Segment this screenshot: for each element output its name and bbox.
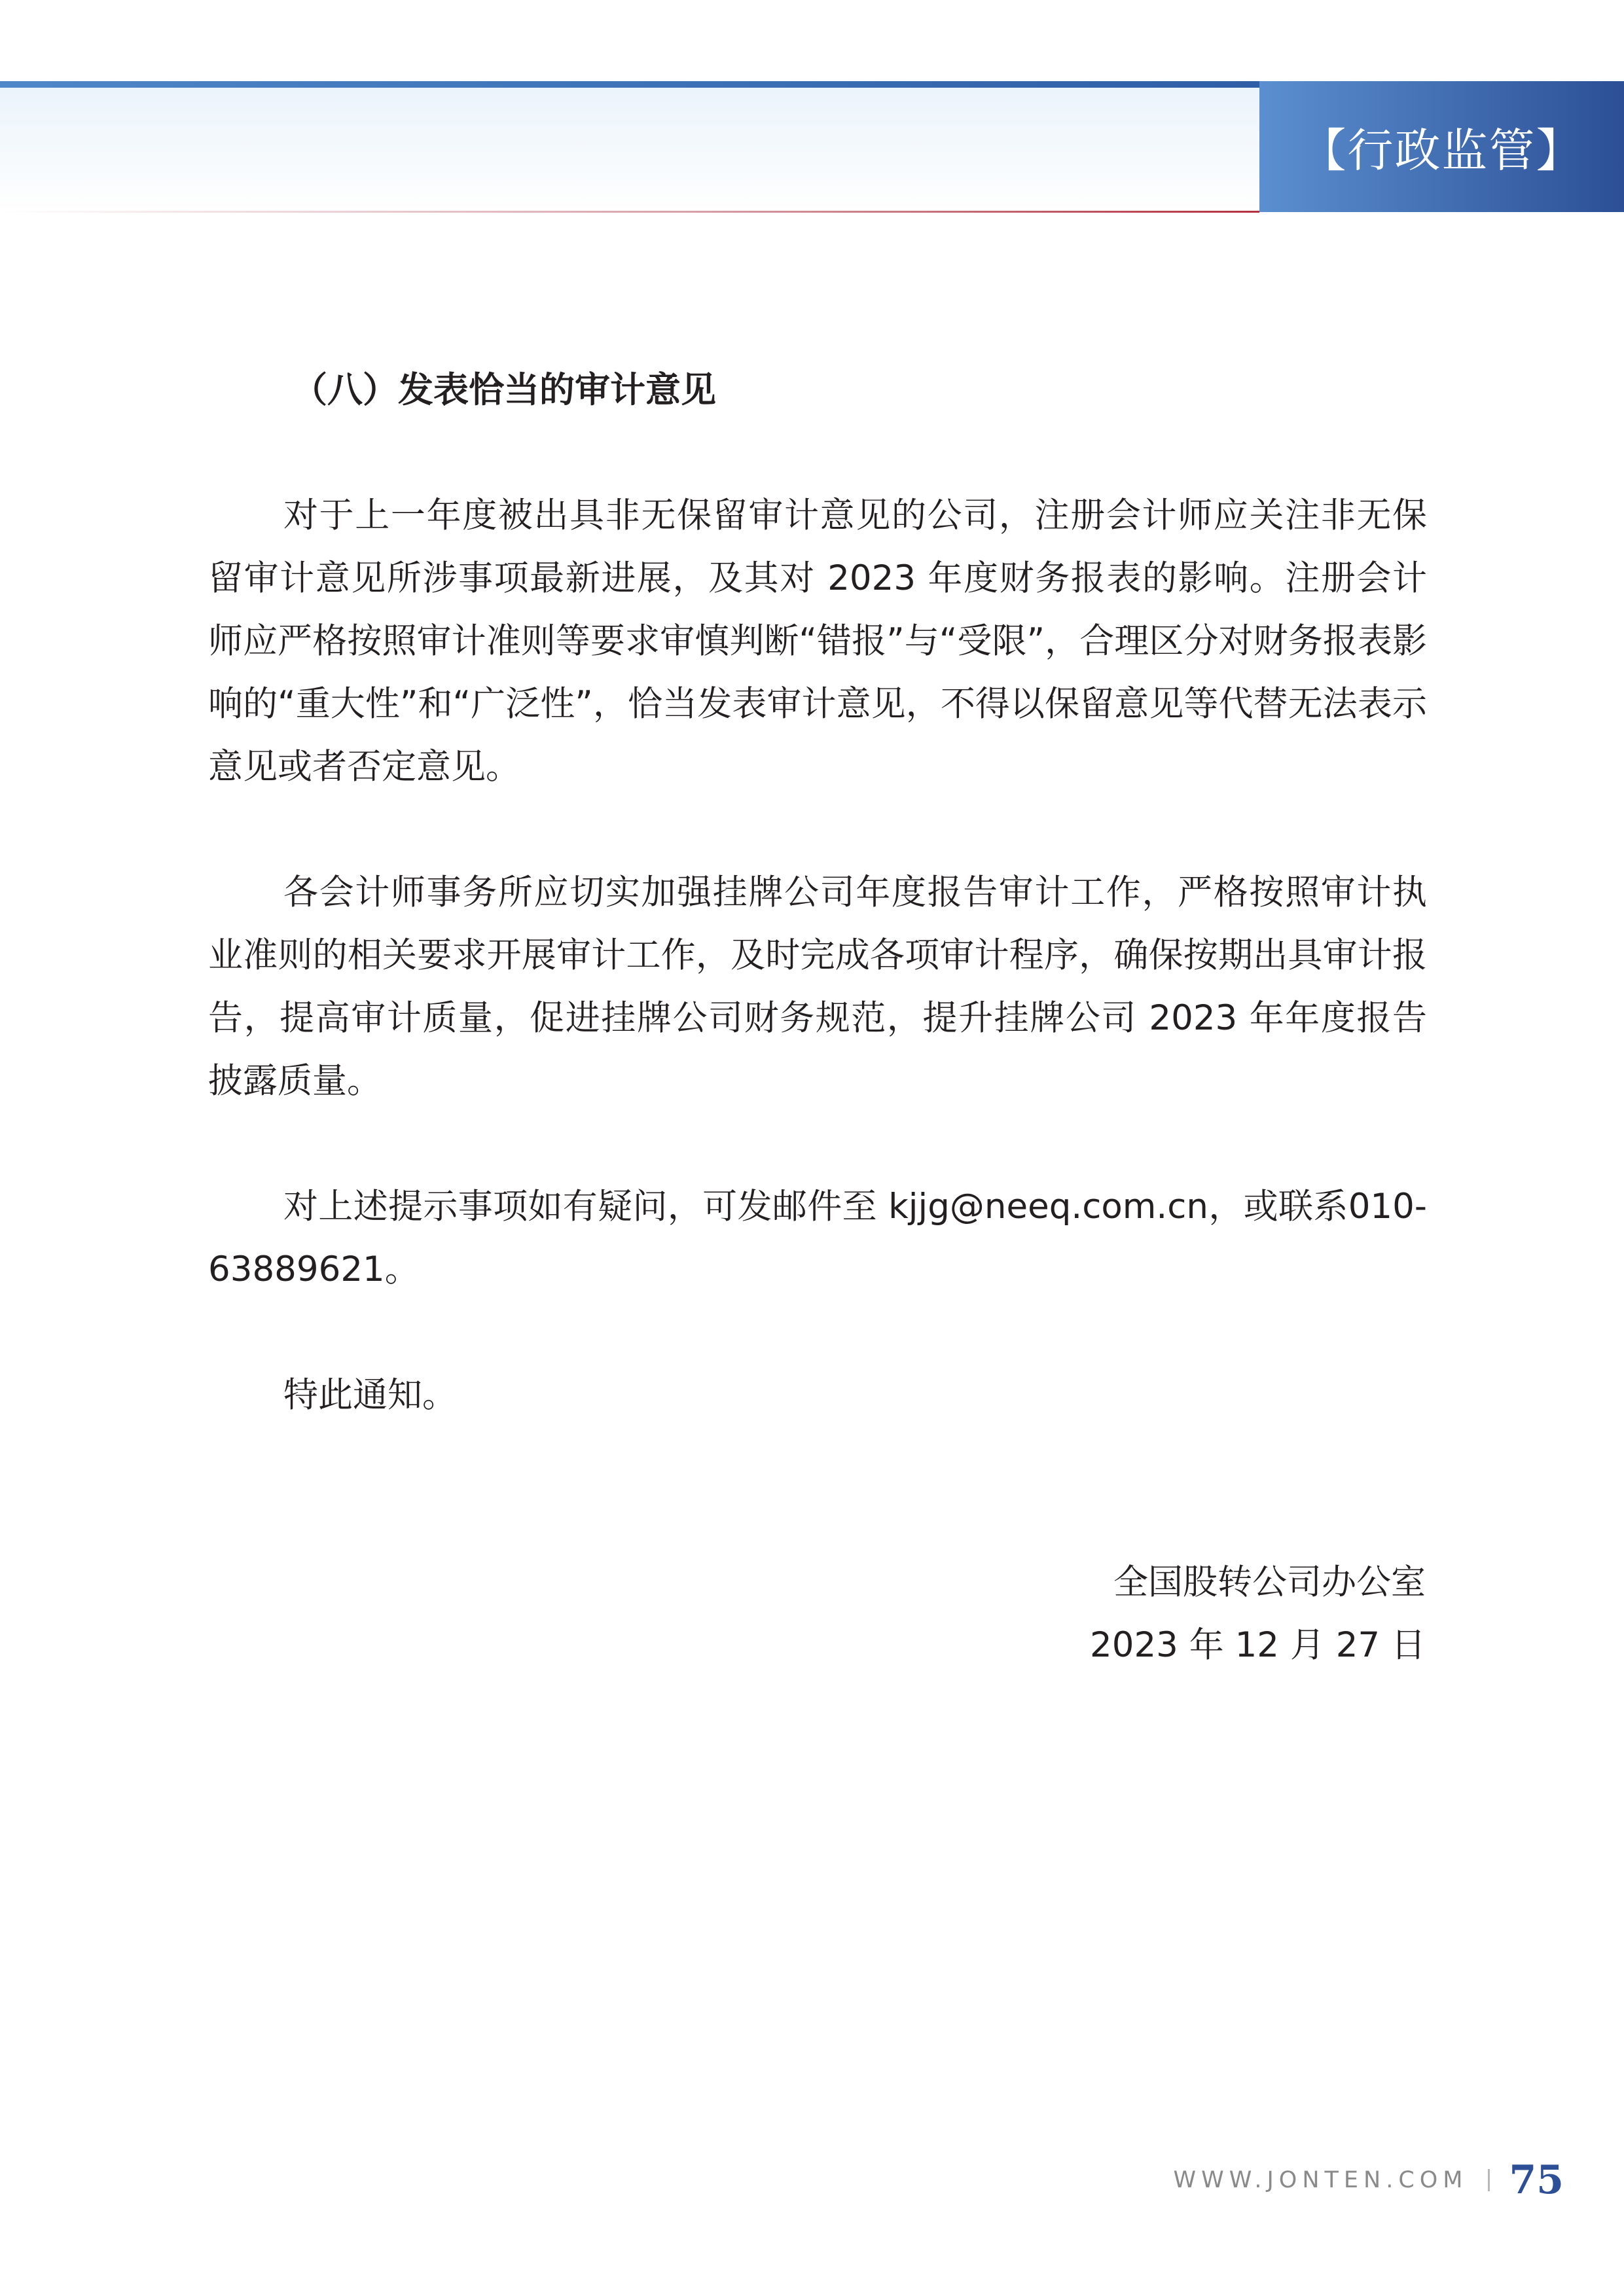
signature-date: 2023 年 12 月 27 日 <box>1090 1625 1426 1665</box>
section-tag <box>1259 81 1624 212</box>
signature-issuer: 全国股转公司办公室 <box>1113 1562 1426 1602</box>
paragraph-contact: 对上述提示事项如有疑问，可发邮件至 kjjg@neeq.com.cn，或联系010-63889621。 <box>208 1187 1427 1289</box>
header-top-rule <box>0 81 1259 88</box>
signature-block <box>1090 1551 1426 1677</box>
page-number: 75 <box>1509 2157 1564 2203</box>
paragraph-audit-quality: 各会计师事务所应切实加强挂牌公司年度报告审计工作，严格按照审计执业准则的相关要求开展审计工作，及时完成各项审计程序，确保按期出具审计报告，提高审计质量，促进挂牌公司财务规范，提升挂牌公司 2023 年年度报告披露质量。 <box>208 872 1427 1101</box>
page-footer <box>1174 2157 1564 2203</box>
paragraph-audit-opinion: 对于上一年度被出具非无保留审计意见的公司，注册会计师应关注非无保留审计意见所涉事项最新进展，及其对 2023 年度财务报表的影响。注册会计师应严格按照审计准则等要求审慎判断“错报”与“受限”，合理区分对财务报表影响的“重大性”和“广泛性”，恰当发表审计意见，不得以保留意见等代替无法表示意见或者否定意见。 <box>208 495 1427 787</box>
section-tag-label: 【行政监管】 <box>1300 123 1583 177</box>
closing-remark: 特此通知。 <box>283 1375 457 1415</box>
footer-divider <box>1488 2169 1490 2191</box>
document-body <box>208 359 1427 1427</box>
section-heading: （八）发表恰当的审计意见 <box>292 369 716 410</box>
header-band <box>0 81 1259 212</box>
header-bottom-rule <box>0 211 1259 213</box>
footer-website: WWW.JONTEN.COM <box>1173 2167 1468 2193</box>
